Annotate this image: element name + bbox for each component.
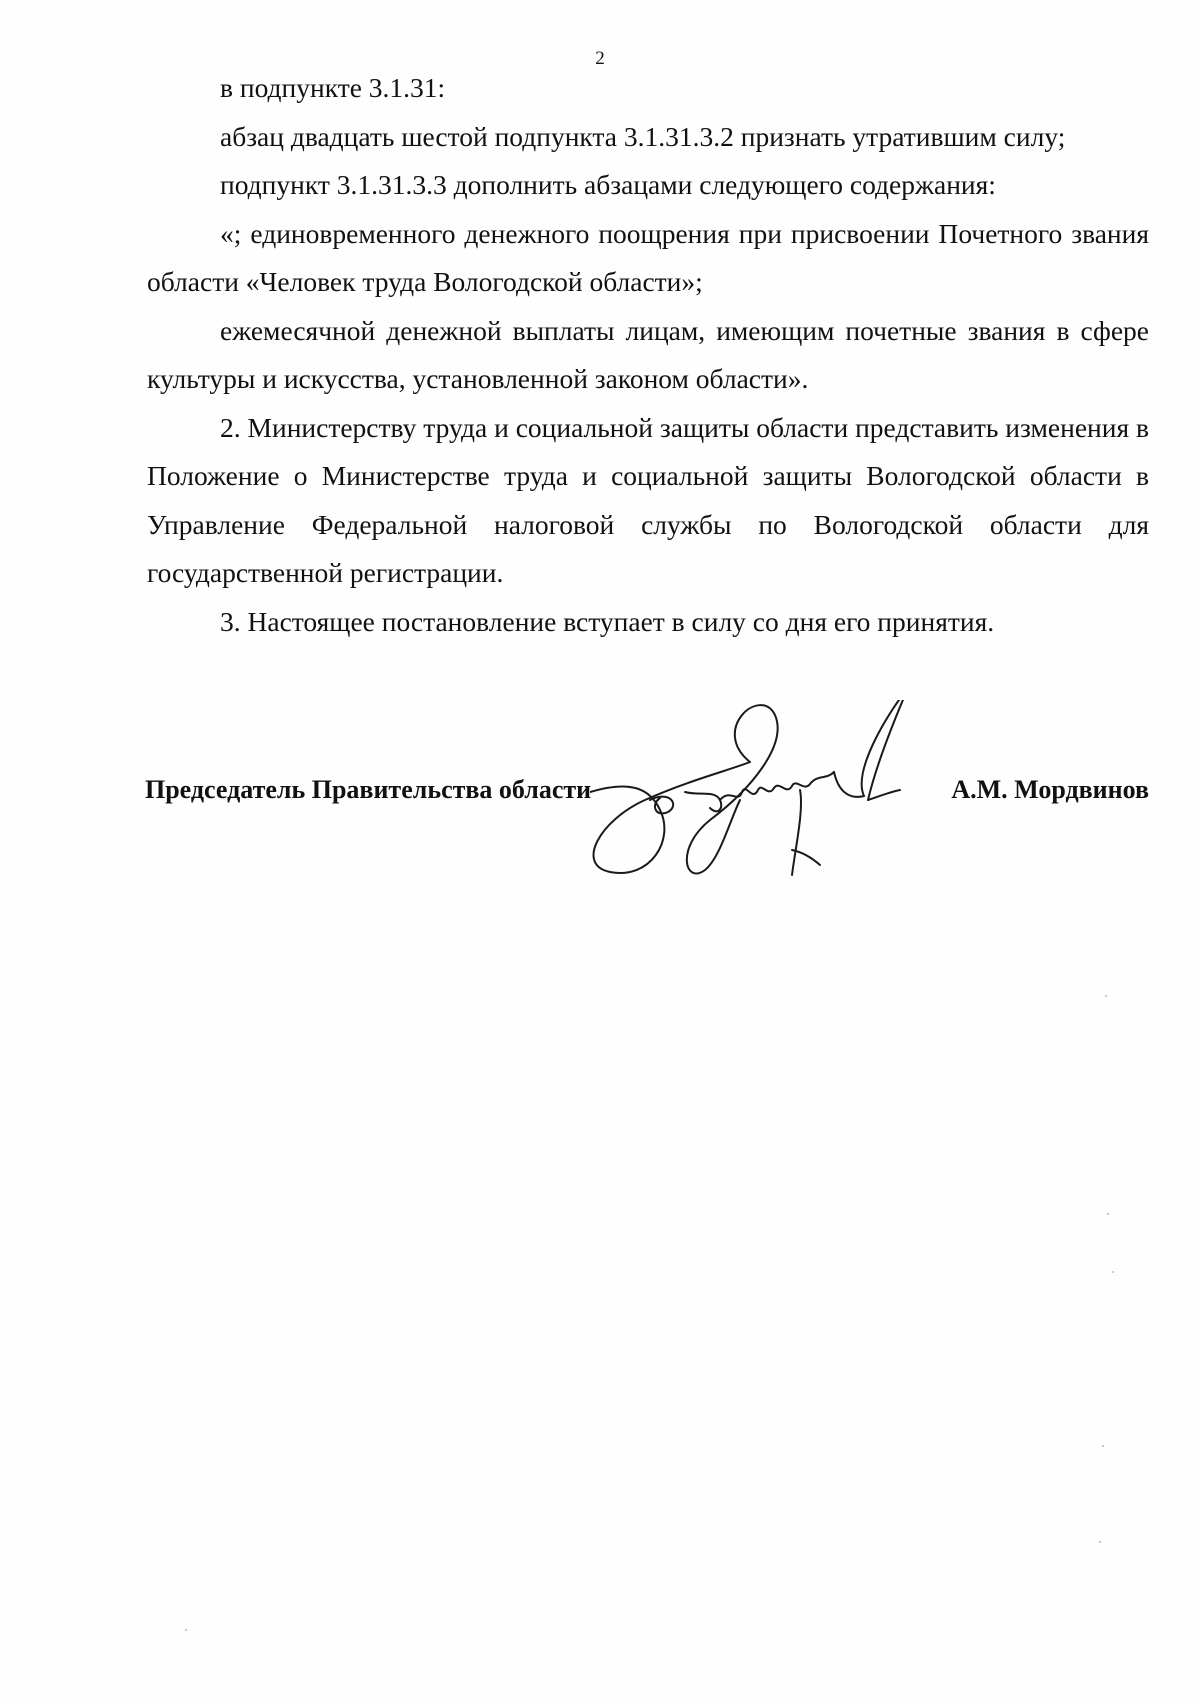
paragraph-monthly-payment: ежемесячной денежной выплаты лицам, имеющим почетные звания в сфере культуры и искусства, установленной законом области». [147,314,1149,394]
handwritten-signature [590,700,950,930]
scan-speck [1099,1541,1101,1543]
scan-speck [1112,1271,1114,1273]
paragraph-supplement-clause: подпункт 3.1.31.3.3 дополнить абзацами следующего содержания: [220,169,996,200]
scan-speck [185,1629,187,1631]
signer-title: Председатель Правительства области [145,775,592,804]
paragraph-item-2: 2. Министерству труда и социальной защиты области представить изменения в Положение о Министерстве труда и социальной защиты Вологодской области в Управление Федеральной налоговой службы по Вологодской области для государственной регистрации. [147,411,1149,588]
scan-speck [1105,995,1107,997]
signature-block [145,770,1149,810]
page-number: 2 [595,48,605,69]
scan-speck [1107,1213,1109,1215]
paragraph-subclause-intro: в подпункте 3.1.31: [220,72,446,103]
paragraph-item-3: 3. Настоящее постановление вступает в силу со дня его принятия. [220,605,995,637]
signer-name: А.М. Мордвинов [951,775,1149,804]
scan-speck [1102,1445,1104,1447]
document-body [147,64,1149,646]
paragraph-invalidate-clause: абзац двадцать шестой подпункта 3.1.31.3.2 признать утратившим силу; [220,120,1066,152]
paragraph-bonus-quote: «; единовременного денежного поощрения при присвоении Почетного звания области «Человек труда Вологодской области»; [147,217,1149,297]
